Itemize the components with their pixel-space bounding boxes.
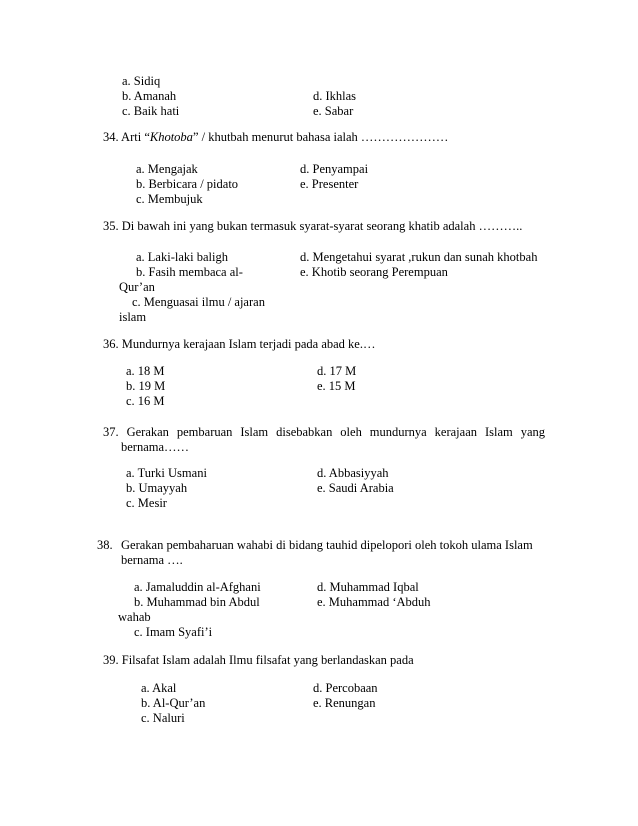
q33-option-d: d. Ikhlas bbox=[313, 89, 357, 103]
q34-stem-em: Khotoba bbox=[149, 130, 193, 144]
q34-option-a: a. Mengajak bbox=[136, 162, 198, 176]
q34-option-c: c. Membujuk bbox=[136, 192, 203, 206]
q35-option-c-line2: islam bbox=[119, 310, 147, 324]
q37-option-b: b. Umayyah bbox=[126, 481, 188, 495]
q35-option-d: d. Mengetahui syarat ,rukun dan sunah khotbah bbox=[300, 250, 538, 264]
q35-option-b-line1: b. Fasih membaca al- bbox=[136, 265, 243, 279]
q37-option-d: d. Abbasiyyah bbox=[317, 466, 389, 480]
q38-option-d: d. Muhammad Iqbal bbox=[317, 580, 419, 594]
q38-option-b-line2: wahab bbox=[118, 610, 151, 624]
q35-option-e: e. Khotib seorang Perempuan bbox=[300, 265, 448, 279]
q36-stem: 36. Mundurnya kerajaan Islam terjadi pada abad ke.… bbox=[103, 337, 376, 351]
q38-option-c: c. Imam Syafi’i bbox=[134, 625, 213, 639]
q35-option-b-line2: Qur’an bbox=[119, 280, 155, 294]
q36-option-a: a. 18 M bbox=[126, 364, 165, 378]
q35-option-a: a. Laki-laki baligh bbox=[136, 250, 228, 264]
q34-option-e: e. Presenter bbox=[300, 177, 359, 191]
q39-option-d: d. Percobaan bbox=[313, 681, 378, 695]
q36-option-c: c. 16 M bbox=[126, 394, 165, 408]
q37-option-c: c. Mesir bbox=[126, 496, 167, 510]
q34-option-b: b. Berbicara / pidato bbox=[136, 177, 239, 191]
q39-option-e: e. Renungan bbox=[313, 696, 376, 710]
q38-option-b-line1: b. Muhammad bin Abdul bbox=[134, 595, 260, 609]
q34-stem-post: ” / khutbah menurut bahasa ialah ………………… bbox=[192, 130, 449, 144]
q37-option-a: a. Turki Usmani bbox=[126, 466, 207, 480]
q34-stem bbox=[103, 130, 448, 145]
q37-stem-line1: 37. Gerakan pembaruan Islam disebabkan oleh mundurnya kerajaan Islam yang bbox=[103, 425, 545, 439]
q36-option-b: b. 19 M bbox=[126, 379, 166, 393]
q33-option-c: c. Baik hati bbox=[122, 104, 180, 118]
q39-stem: 39. Filsafat Islam adalah Ilmu filsafat yang berlandaskan pada bbox=[103, 653, 414, 667]
q33-option-e: e. Sabar bbox=[313, 104, 354, 118]
q38-stem-line2: bernama …. bbox=[121, 553, 183, 567]
q38-option-a: a. Jamaluddin al-Afghani bbox=[134, 580, 261, 594]
q34-stem-pre: 34. Arti “ bbox=[103, 130, 150, 144]
q35-option-c-line1: c. Menguasai ilmu / ajaran bbox=[132, 295, 265, 309]
q35-stem: 35. Di bawah ini yang bukan termasuk syarat-syarat seorang khatib adalah ……….. bbox=[103, 219, 523, 233]
q39-option-c: c. Naluri bbox=[141, 711, 185, 725]
q34-option-d: d. Penyampai bbox=[300, 162, 369, 176]
q39-option-b: b. Al-Qur’an bbox=[141, 696, 206, 710]
q38-option-e: e. Muhammad ‘Abduh bbox=[317, 595, 431, 609]
q37-stem-line2: bernama…… bbox=[121, 440, 190, 454]
q36-option-d: d. 17 M bbox=[317, 364, 357, 378]
q36-option-e: e. 15 M bbox=[317, 379, 356, 393]
q33-option-b: b. Amanah bbox=[122, 89, 177, 103]
q37-option-e: e. Saudi Arabia bbox=[317, 481, 394, 495]
q38-stem-line1: Gerakan pembaharuan wahabi di bidang tauhid dipelopori oleh tokoh ulama Islam bbox=[121, 538, 533, 552]
q33-option-a: a. Sidiq bbox=[122, 74, 161, 88]
q39-option-a: a. Akal bbox=[141, 681, 177, 695]
q38-number: 38. bbox=[97, 538, 113, 552]
